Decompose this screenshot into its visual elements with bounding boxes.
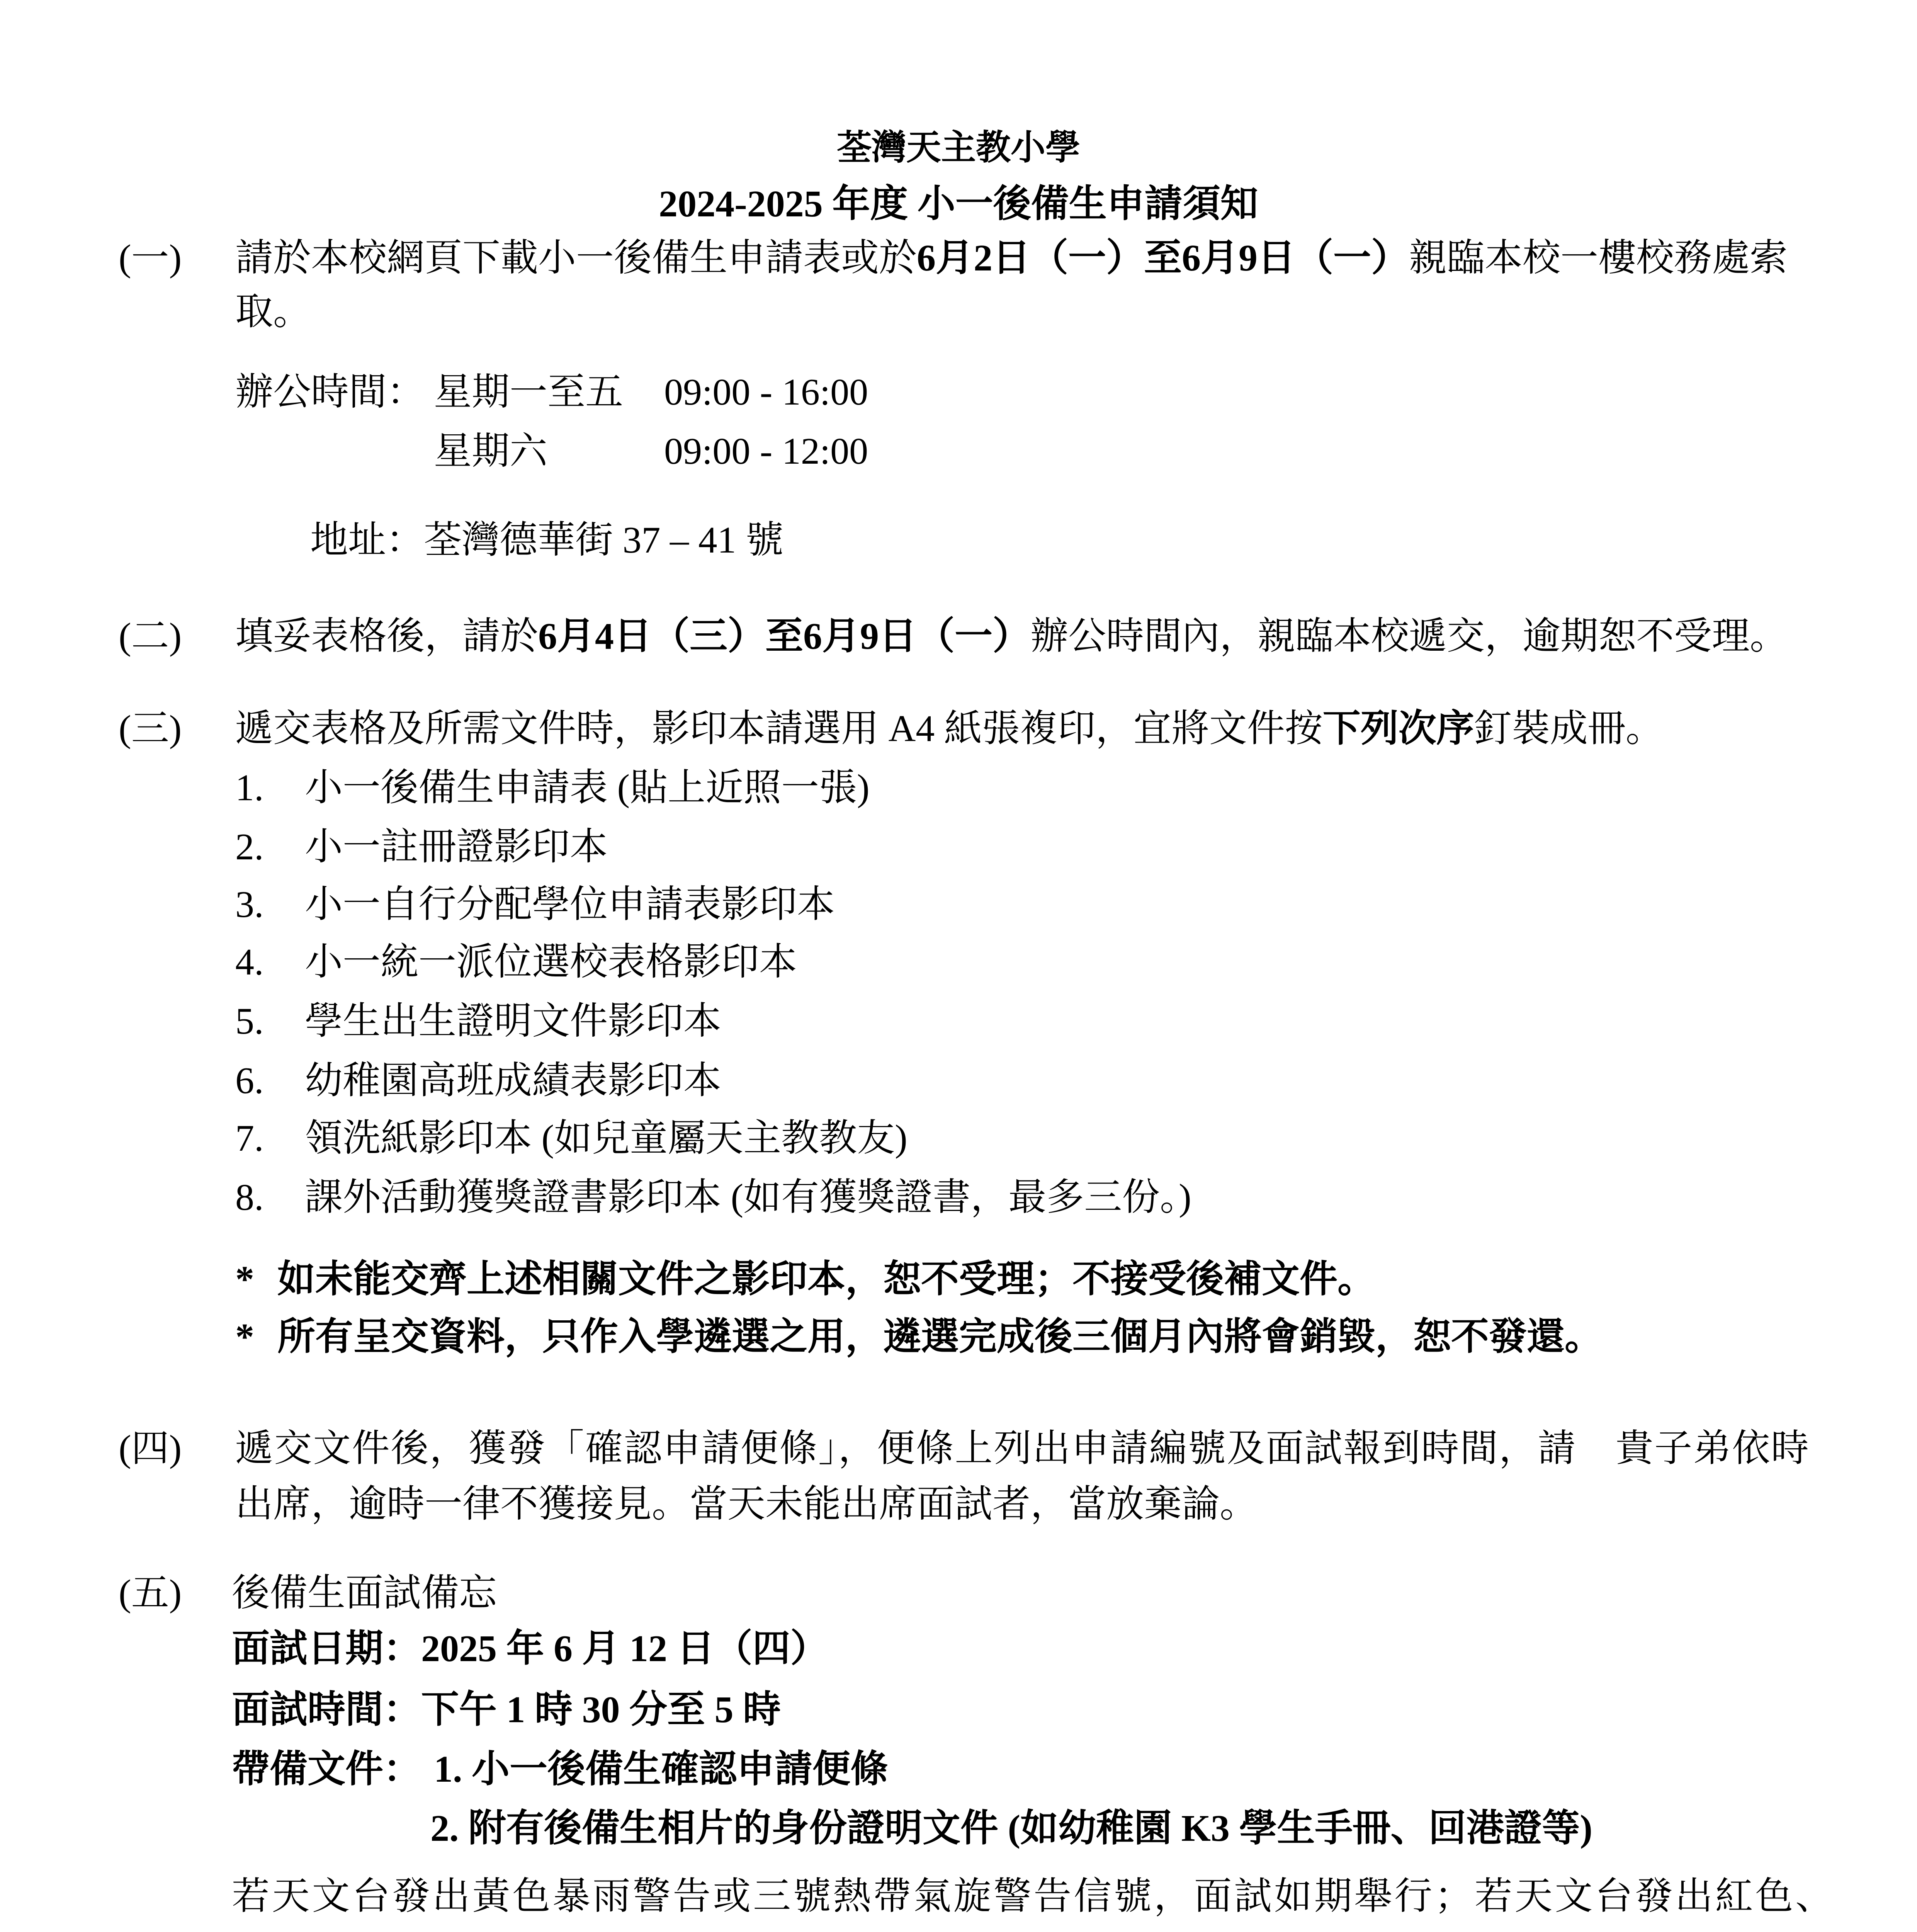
weather-line2 — [232, 1927, 1833, 1932]
section-2-text-a: 填妥表格後，請於 — [235, 616, 539, 657]
section-1-label: (一) — [119, 237, 182, 279]
section-3-line — [235, 700, 1664, 758]
note-mark: * — [235, 1259, 254, 1300]
section-3-text-b: 釘裝成冊。 — [1474, 708, 1664, 750]
section-2-line — [235, 607, 1788, 665]
list-item: 領洗紙影印本 (如兒童屬天主教教友) — [305, 1117, 908, 1159]
section-4-line2: 出席，逾時一律不獲接見。當天未能出席面試者，當放棄論。 — [235, 1483, 1258, 1525]
interview-time: 面試時間：下午 1 時 30 分至 5 時 — [232, 1689, 781, 1731]
required-document: 1. 小一後備生確認申請便條 — [434, 1748, 889, 1790]
list-item: 課外活動獲獎證書影印本 (如有獲獎證書，最多三份。) — [305, 1177, 1191, 1218]
section-5-label: (五) — [119, 1572, 182, 1614]
school-address: 地址：荃灣德華街 37 – 41 號 — [310, 519, 784, 561]
section-1-text: 請於本校網頁下載小一後備生申請表或於 — [235, 237, 917, 279]
weekday-hours: 09:00 - 16:00 — [664, 371, 868, 413]
section-5-heading: 後備生面試備忘 — [232, 1572, 497, 1614]
saturday-label: 星期六 — [434, 430, 548, 472]
note-text: 所有呈交資料，只作入學遴選之用，遴選完成後三個月內將會銷毀，恕不發還。 — [277, 1316, 1603, 1358]
office-hours-label: 辦公時間： — [235, 371, 425, 413]
note-text: 如未能交齊上述相關文件之影印本，恕不受理；不接受後補文件。 — [277, 1259, 1376, 1300]
weekday-label: 星期一至五 — [434, 371, 624, 413]
list-item-number: 4. — [235, 941, 264, 983]
list-item-number: 2. — [235, 826, 264, 868]
interview-date: 面試日期：2025 年 6 月 12 日（四） — [232, 1628, 828, 1670]
section-1-line1 — [235, 229, 1788, 287]
section-2-dates: 6月4日（三）至6月9日（一） — [538, 616, 1031, 657]
documents-label: 帶備文件： — [232, 1748, 421, 1790]
list-item-number: 5. — [235, 1000, 264, 1042]
section-3-text-a: 遞交表格及所需文件時，影印本請選用 A4 紙張複印，宜將文件按 — [235, 708, 1323, 750]
section-3-label: (三) — [119, 708, 182, 750]
saturday-hours: 09:00 - 12:00 — [664, 430, 868, 472]
list-item-number: 1. — [235, 767, 264, 809]
list-item-number: 7. — [235, 1117, 264, 1159]
list-item-number: 6. — [235, 1060, 264, 1102]
section-2-text-b: 辦公時間內，親臨本校遞交，逾期恕不受理。 — [1030, 616, 1788, 657]
section-1-line2: 取。 — [235, 291, 311, 333]
school-name: 荃灣天主教小學 — [837, 129, 1080, 167]
list-item: 學生出生證明文件影印本 — [305, 1000, 722, 1042]
required-document: 2. 附有後備生相片的身份證明文件 (如幼稚園 K3 學生手冊、回港證等) — [430, 1808, 1592, 1849]
list-item: 幼稚園高班成績表影印本 — [305, 1060, 722, 1102]
list-item-number: 8. — [235, 1177, 264, 1218]
section-1-tail: 親臨本校一樓校務處索 — [1409, 237, 1788, 279]
section-1-dates: 6月2日（一）至6月9日（一） — [917, 237, 1409, 279]
list-item: 小一後備生申請表 (貼上近照一張) — [305, 767, 870, 809]
weather-line1: 若天文台發出黃色暴雨警告或三號熱帶氣旋警告信號，面試如期舉行；若天文台發出紅色、 — [232, 1876, 1833, 1917]
note-mark: * — [235, 1316, 254, 1358]
list-item: 小一註冊證影印本 — [305, 826, 608, 868]
section-3-order: 下列次序 — [1322, 708, 1474, 750]
list-item: 小一統一派位選校表格影印本 — [305, 941, 797, 983]
section-4-line1: 遞交文件後，獲發「確認申請便條」，便條上列出申請編號及面試報到時間，請 貴子弟依時 — [235, 1428, 1809, 1469]
list-item-number: 3. — [235, 884, 264, 925]
list-item: 小一自行分配學位申請表影印本 — [305, 884, 835, 925]
section-2-label: (二) — [119, 616, 182, 657]
document-title: 2024-2025 年度 小一後備生申請須知 — [659, 183, 1258, 225]
section-4-label: (四) — [119, 1428, 182, 1469]
